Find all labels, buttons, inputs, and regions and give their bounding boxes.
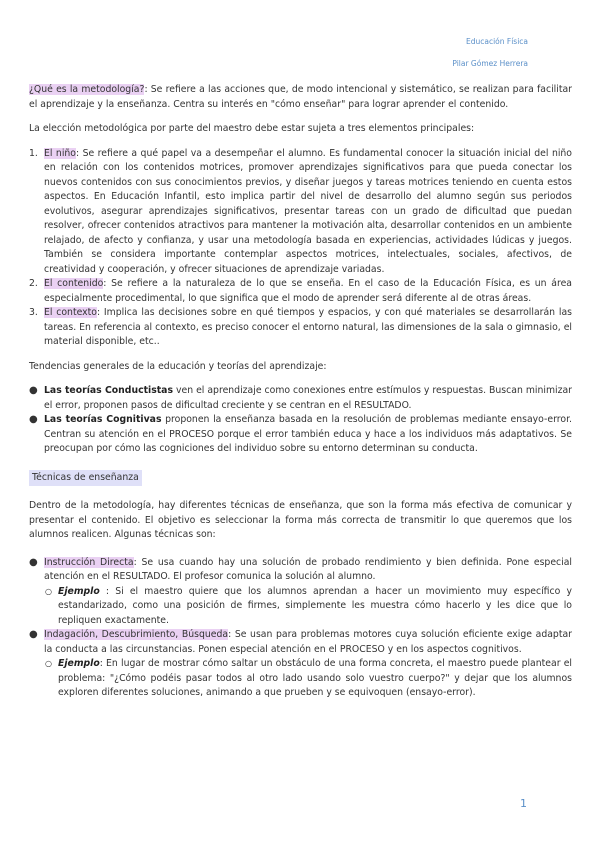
list-item [29,147,572,278]
list-number: 1. [29,147,38,159]
techniques-intro: Dentro de la metodología, hay diferentes técnicas de enseñanza, que son la forma más efectiva de comunicar y presentar el contenido. El objetivo es seleccionar la forma más correcta de transmitir lo que queremos que los alumnos realicen. Algunas técnicas son: [29,500,572,540]
list-text: : Se refiere a qué papel va a desempeñar el alumno. Es fundamental conocer la situación inicial del niño en relación con los contenidos motrices, promover aprendizajes significativos para que pueda conectar los nuevos contenidos con sus conocimientos previos, y diseñar juegos y tareas motrices teniendo en cuenta estos aspectos. En Educación Infantil, esto implica partir del nivel de desarrollo del alumno según sus periodos evolutivos, asegurar aprendizajes significativos, presentar tareas con un grado de dificultad que puedan resolver, ofrecer contenidos atractivos para mantener la motivación alta, desarrollar contenidos en un ambiente relajado, de afecto y confianza, y usar una metodología basada en experiencias, actividades lúdicas y juegos. También se considera importante contemplar aspectos motrices, intelectuales, sociales, afectivos, de creatividad y cooperación, y ofrecer situaciones de aprendizaje variadas. [44,147,572,275]
elements-intro: La elección metodológica por parte del maestro debe estar sujeta a tres elementos principales: [29,123,475,134]
theory-term: Las teorías Cognitivas [44,414,162,425]
list-item [29,384,572,413]
example-label: Ejemplo [58,585,100,597]
bullet-icon: ● [29,385,38,396]
sub-list-item [29,585,572,629]
list-item [29,628,572,657]
list-item [29,306,572,350]
tendencies-intro: Tendencias generales de la educación y teorías del aprendizaje: [29,360,327,372]
theory-text: ven el aprendizaje como conexiones entre estímulos y respuestas. Buscan minimizar el error, proponen pasos de dificultad creciente y se centran en el RESULTADO. [44,385,572,411]
header-author: Pilar Gómez Herrera [452,59,528,68]
example-label: Ejemplo [58,658,100,669]
bullet-icon: ● [29,629,38,640]
technique-text: : Se usa cuando hay una solución de probado rendimiento y bien definida. Pone especial atención en el RESULTADO. El profesor comunica la solución al alumno. [44,556,573,582]
example-text: : En lugar de mostrar cómo saltar un obstáculo de una forma concreta, el maestro puede plantear el problema: "¿Cómo podéis pasar todos al otro lado usando solo vuestro cuerpo?" y dejar que los alumnos exploren diferentes soluciones, animando a que prueben y se equivoquen (ensayo-error). [58,658,572,698]
highlight-term: Indagación, Descubrimiento, Búsqueda [44,629,229,640]
example-text: : Si el maestro quiere que los alumnos aprendan a hacer un movimiento muy específico y estandarizado, como una posición de firmes, simplemente les muestra cómo hacerlo y les dice que lo repliquen exactamente. [58,585,572,626]
highlight-term: Instrucción Directa [44,556,134,568]
circle-bullet-icon: ○ [45,586,52,596]
highlight-term: El contenido [44,278,104,289]
theories-list [29,384,572,457]
list-item [29,277,572,306]
techniques-list [29,556,572,701]
sub-list-item [29,657,572,701]
highlight-term: El niño [44,147,76,159]
section-heading: Técnicas de enseñanza [29,470,142,487]
list-number: 2. [29,278,38,289]
technique-text: : Se usan para problemas motores cuya solución eficiente exige adaptar la conducta a las circunstancias. Ponen especial atención en el PROCESO y en los aspectos cognitivos. [44,629,572,655]
bullet-icon: ● [29,556,38,568]
list-text: : Se refiere a la naturaleza de lo que se enseña. En el caso de la Educación Física, es un área especialmente procedimental, lo que significa que el modo de aprender será diferente al de otras áreas. [44,278,572,304]
circle-bullet-icon: ○ [45,659,52,668]
list-number: 3. [29,307,38,318]
list-item [29,556,572,585]
page-number: 1 [520,797,527,810]
highlight-term: ¿Qué es la metodología? [29,84,145,95]
intro-text: : Se refiere a las acciones que, de modo intencional y sistemático, se realizan para facilitar el aprendizaje y la enseñanza. Centra su interés en "cómo enseñar" para lograr aprender el contenido. [29,84,572,110]
list-text: : Implica las decisiones sobre en qué tiempos y espacios, y con qué materiales se desarrollarán las tareas. En referencia al contexto, es preciso conocer el entorno natural, las dimensiones de la sala o gimnasio, el material disponible, etc.. [44,307,572,347]
theory-text: proponen la enseñanza basada en la resolución de problemas mediante ensayo-error. Centran su atención en el PROCESO porque el error también educa y hace a los individuos más adaptativos. Se preocupan por cómo las cogniciones del individuo sobre su entorno determinan su conducta. [44,414,572,454]
intro-paragraph [29,83,572,112]
bullet-icon: ● [29,414,38,425]
header-subject: Educación Física [465,37,528,46]
elements-list [29,147,572,350]
highlight-term: El contexto [44,307,97,318]
theory-term: Las teorías Conductistas [44,385,173,396]
document-body [29,83,572,701]
list-item [29,413,572,457]
